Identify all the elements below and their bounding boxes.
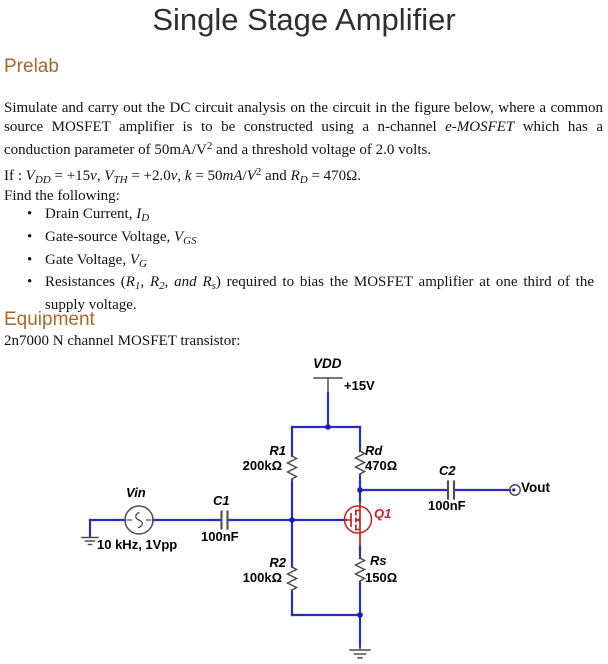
label-vout: Vout	[521, 480, 550, 495]
intro-paragraph: Simulate and carry out the DC circuit analysis on the circuit in the figure below, where a common source MOSFET amplifier is to be constructed using a n-channel e-MOSFET which has a conduction parameter of $50mA/V^2$ and a threshold voltage of 2.0 volts.	[4, 100, 603, 158]
label-c2: C2	[439, 463, 456, 478]
label-rs-value: 150Ω	[365, 570, 398, 585]
label-rd-value: 470Ω	[365, 458, 398, 473]
capacitor-c1-symbol	[222, 512, 228, 529]
bullet-gate-source-voltage: • Gate-source Voltage, $V_{GS}$	[27, 228, 594, 251]
given-values-line: If : $V_{DD} = +15v$, $V_{TH} = +2.0v$, $k = 50mA/V^2$ and $R_D = 470\Omega$.	[4, 166, 362, 186]
label-q1: Q1	[374, 506, 392, 521]
label-rs: Rs	[370, 553, 387, 568]
vout-terminal	[510, 485, 520, 495]
find-following-label: Find the following:	[4, 188, 120, 204]
label-r2-value: 100kΩ	[242, 570, 282, 585]
ground-symbol-bottom	[350, 646, 370, 658]
label-vdd: VDD	[313, 356, 342, 371]
label-vdd-value: +15V	[344, 378, 375, 393]
label-vin-value: 10 kHz, 1Vpp	[97, 537, 178, 552]
label-r2: R2	[269, 555, 286, 570]
ground-symbol-left	[82, 538, 98, 545]
ac-source-vin-symbol	[125, 506, 153, 534]
label-c1-value: 100nF	[201, 529, 239, 544]
label-r1-value: 200kΩ	[242, 458, 282, 473]
resistor-rs-symbol	[356, 558, 365, 582]
mosfet-q1-symbol	[345, 502, 372, 546]
capacitor-c2-symbol	[448, 482, 454, 499]
label-rd: Rd	[365, 443, 383, 458]
equipment-heading: Equipment	[4, 309, 95, 330]
label-r1: R1	[269, 443, 286, 458]
bullet-drain-current: • Drain Current, $I_D$	[27, 205, 594, 228]
label-c2-value: 100nF	[428, 498, 466, 513]
page-title: Single Stage Amplifier	[152, 2, 456, 37]
resistor-rd-symbol	[356, 451, 365, 475]
resistor-r1-symbol	[288, 456, 297, 480]
label-c1: C1	[213, 493, 230, 508]
label-vin: Vin	[126, 485, 146, 500]
equipment-line: 2n7000 N channel MOSFET transistor:	[4, 333, 241, 349]
prelab-heading: Prelab	[4, 56, 59, 77]
bullet-resistances: • Resistances ($R_1$, $R_2$, and $R_s$) required to bias the MOSFET amplifier at one third of the supply voltage.	[27, 273, 594, 315]
vdd-power-symbol	[314, 378, 342, 393]
resistor-r2-symbol	[288, 567, 297, 591]
bullet-gate-voltage: • Gate Voltage, $V_G$	[27, 251, 594, 274]
